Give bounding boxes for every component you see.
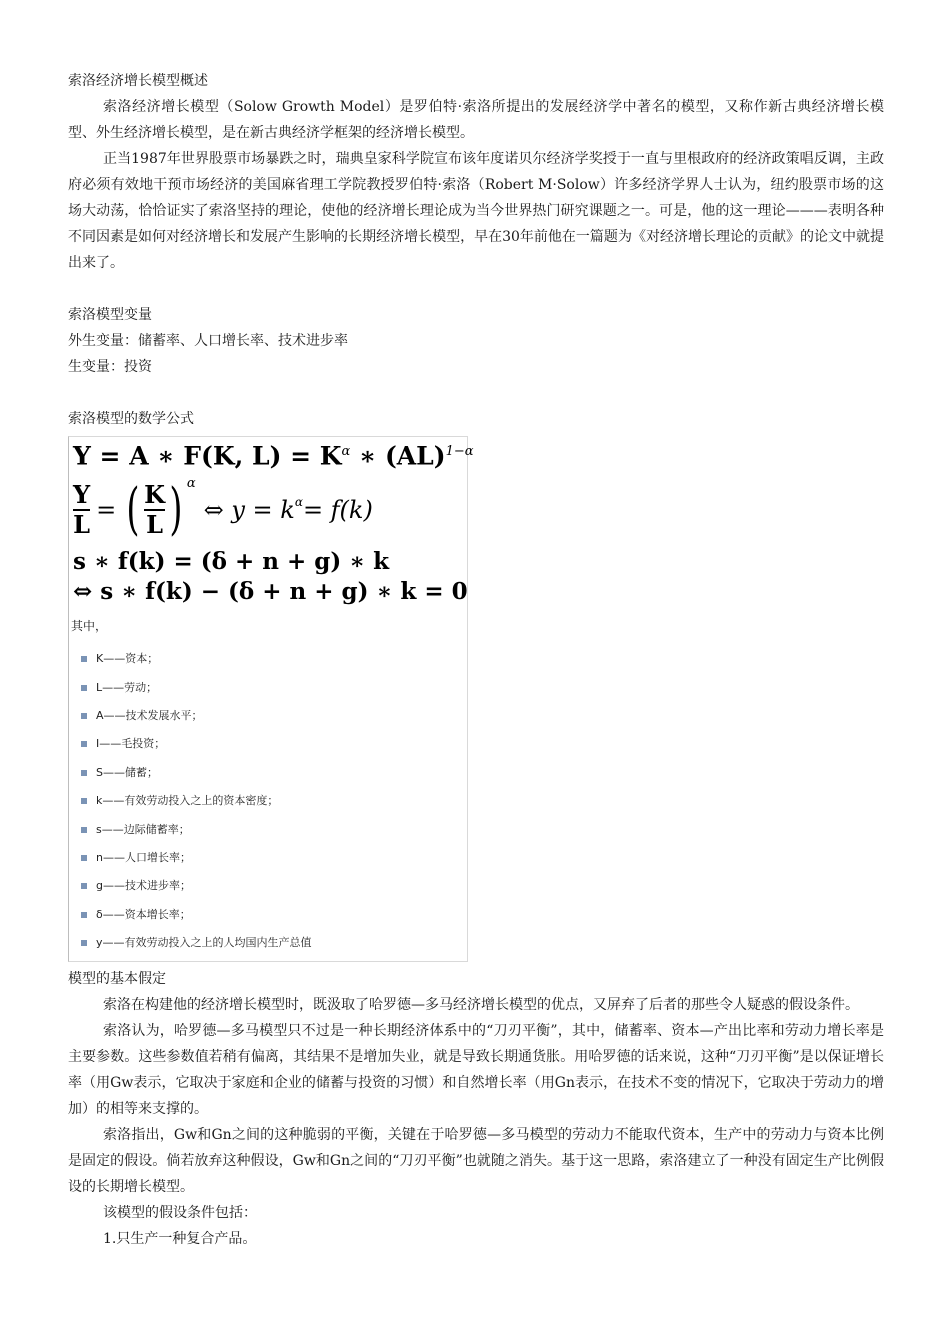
list-item: g——技术进步率；: [81, 872, 312, 900]
overview-paragraph-1: 索洛经济增长模型（Solow Growth Model）是罗伯特·索洛所提出的发展经济学中著名的模型，又称作新古典经济增长模型、外生经济增长模型，是在新古典经济学框架的经济增长模型。: [68, 99, 884, 141]
list-item: K——资本；: [81, 645, 312, 673]
exogenous-variables: 外生变量：储蓄率、人口增长率、技术进步率: [68, 333, 348, 349]
bullet-icon: [81, 798, 87, 804]
assumptions-heading: 模型的基本假定: [68, 971, 166, 987]
bullet-icon: [81, 713, 87, 719]
bullet-icon: [81, 883, 87, 889]
spacer: [68, 380, 884, 406]
list-item: y——有效劳动投入之上的人均国内生产总值: [81, 929, 312, 957]
bullet-icon: [81, 940, 87, 946]
list-item: s——边际储蓄率；: [81, 815, 312, 843]
equation-per-capita: $\frac{Y}{L}$ = ( $\frac{K}{L}$ ) α ⇔ y = k $^\alpha$ = f(k): [73, 476, 373, 542]
equation-steady-state: [73, 547, 468, 607]
bullet-icon: [81, 770, 87, 776]
list-item: L——劳动；: [81, 673, 312, 701]
spacer: [68, 276, 884, 302]
bullet-icon: [81, 912, 87, 918]
bullet-icon: [81, 741, 87, 747]
steady-state-line-1: s ∗ f(k) = (δ + n + g) ∗ k: [73, 548, 390, 575]
equation-production-function: Y = A ∗ F(K, $L) = K^\alpha$ ∗ (AL)$^{1-\alpha}$: [73, 441, 474, 471]
formula-image: [68, 436, 474, 962]
assumptions-paragraph-2: 索洛认为，哈罗德—多马模型只不过是一种长期经济体系中的“刀刃平衡”，其中，储蓄率、资本—产出比率和劳动力增长率是主要参数。这些参数值若稍有偏离，其结果不是增加失业，就是导致长期通货胀。用哈罗德的话来说，这种“刀刃平衡”是以保证增长率（用Gw表示，它取决于家庭和企业的储蓄与投资的习惯）和自然增长率（用Gn表示，在技术不变的情况下，它取决于劳动力的增加）的相等来支撑的。: [68, 1023, 884, 1117]
overview-paragraph-2: 正当1987年世界股票市场暴跌之时，瑞典皇家科学院宣布该年度诺贝尔经济学奖授于一直与里根政府的经济政策唱反调，主政府必须有效地干预市场经济的美国麻省理工学院教授罗伯特·索洛（Robert M·Solow）许多经济学界人士认为，纽约股票市场的这场大动荡，恰恰证实了索洛坚持的理论，使他的经济增长理论成为当今世界热门研究课题之一。可是，他的这一理论———表明各种不同因素是如何对经济增长和发展产生影响的长期经济增长模型，早在30年前他在一篇题为《对经济增长理论的贡献》的论文中就提出来了。: [68, 151, 884, 271]
endogenous-variables: 生变量：投资: [68, 359, 152, 375]
list-item: I——毛投资；: [81, 730, 312, 758]
list-item: k——有效劳动投入之上的资本密度；: [81, 787, 312, 815]
assumption-item-1: 1.只生产一种复合产品。: [103, 1231, 257, 1247]
steady-state-line-2: ⇔ s ∗ f(k) − (δ + n + g) ∗ k = 0: [73, 578, 468, 605]
bullet-icon: [81, 827, 87, 833]
fraction-y-over-l: $\frac{Y}{L}$: [73, 480, 91, 539]
bullet-icon: [81, 685, 87, 691]
list-item: A——技术发展水平；: [81, 702, 312, 730]
bullet-icon: [81, 656, 87, 662]
overview-heading: 索洛经济增长模型概述: [68, 73, 208, 89]
formula-heading: 索洛模型的数学公式: [68, 411, 194, 427]
list-item: n——人口增长率；: [81, 844, 312, 872]
fraction-k-over-l: $\frac{K}{L}$: [144, 480, 165, 539]
assumptions-paragraph-3: 索洛指出，Gw和Gn之间的这种脆弱的平衡，关键在于哈罗德—多马模型的劳动力不能取代资本，生产中的劳动力与资本比例是固定的假设。倘若放弃这种假设，Gw和Gn之间的“刀刃平衡”也就随之消失。基于这一思路，索洛建立了一种没有固定生产比例假设的长期增长模型。: [68, 1127, 884, 1195]
bullet-icon: [81, 855, 87, 861]
list-item: S——储蓄；: [81, 759, 312, 787]
document-page: [68, 68, 884, 1252]
list-item: δ——资本增长率；: [81, 901, 312, 929]
variables-heading: 索洛模型变量: [68, 307, 152, 323]
assumptions-paragraph-1: 索洛在构建他的经济增长模型时，既汲取了哈罗德—多马经济增长模型的优点，又屏弃了后者的那些令人疑惑的假设条件。: [103, 997, 859, 1013]
assumptions-paragraph-4: 该模型的假设条件包括：: [103, 1205, 257, 1221]
where-label: 其中，: [71, 619, 108, 633]
definition-list: [81, 645, 312, 957]
